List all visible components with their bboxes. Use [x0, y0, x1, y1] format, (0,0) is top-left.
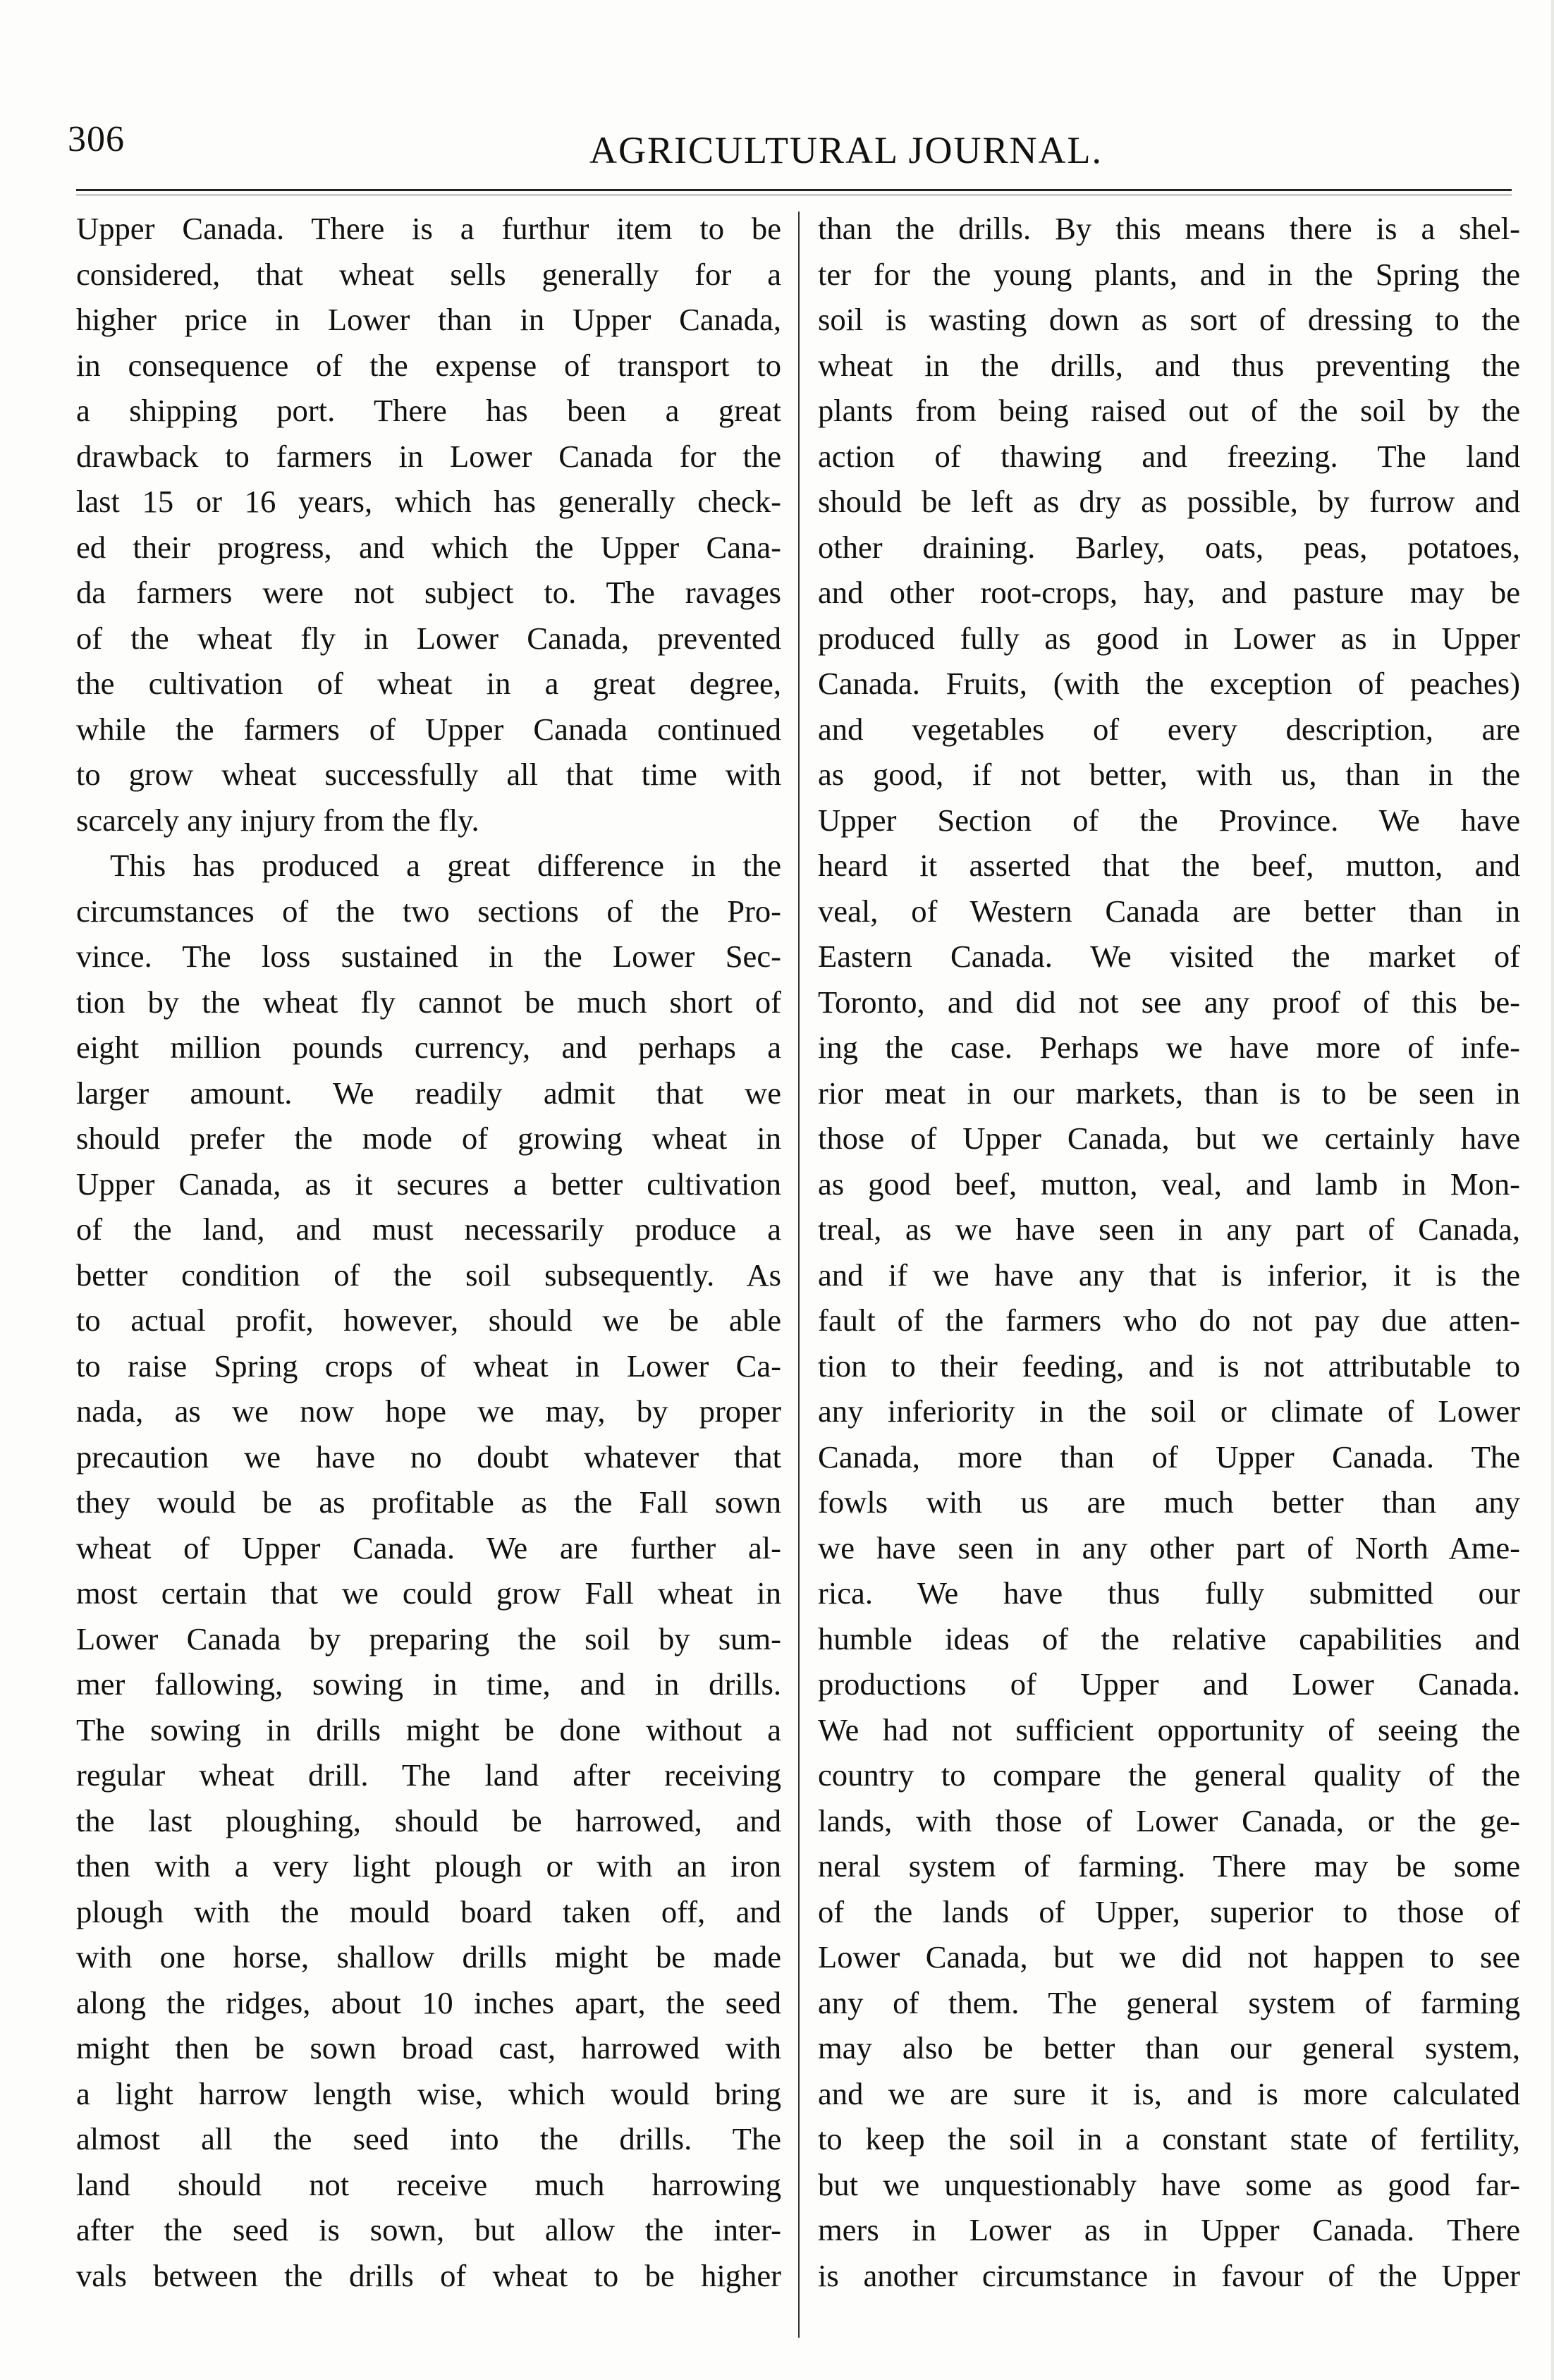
text-line: Lower Canada by preparing the soil by sum-	[76, 1621, 781, 1656]
text-line: than the drills. By this means there is a shel-	[818, 211, 1520, 246]
text-line: ing the case. Perhaps we have more of infe-	[818, 1030, 1520, 1065]
text-line: a shipping port. There has been a great	[76, 393, 781, 428]
text-line: larger amount. We readily admit that we	[76, 1075, 781, 1111]
text-line: but we unquestionably have some as good far-	[818, 2166, 1520, 2202]
running-head-title: AGRICULTURAL JOURNAL.	[589, 129, 1103, 171]
text-line: the last ploughing, should be harrowed, and	[76, 1802, 781, 1838]
text-line: rior meat in our markets, than is to be seen in	[818, 1075, 1520, 1111]
text-line: may also be better than our general system,	[818, 2030, 1520, 2065]
text-line: land should not receive much harrowing	[76, 2166, 781, 2202]
text-line: Eastern Canada. We visited the market of	[818, 939, 1520, 974]
text-line: wheat of Upper Canada. We are further al-	[76, 1530, 781, 1566]
column-divider	[798, 212, 800, 2338]
text-line: Canada. Fruits, (with the exception of peaches)	[818, 666, 1520, 701]
text-line: nada, as we now hope we may, by proper	[76, 1393, 781, 1429]
text-line: should prefer the mode of growing wheat in	[76, 1121, 781, 1156]
text-line: da farmers were not subject to. The ravages	[76, 575, 781, 610]
text-line: plants from being raised out of the soil by the	[818, 393, 1520, 428]
text-line: as good beef, mutton, veal, and lamb in Mon-	[818, 1166, 1520, 1202]
text-line: mer fallowing, sowing in time, and in drills.	[76, 1666, 781, 1702]
text-line: scarcely any injury from the fly.	[76, 802, 479, 838]
text-line: to actual profit, however, should we be able	[76, 1302, 781, 1338]
text-line: We had not sufficient opportunity of seeing the	[818, 1711, 1520, 1747]
text-line: other draining. Barley, oats, peas, potatoes,	[818, 529, 1520, 565]
text-line: any of them. The general system of farming	[818, 1984, 1520, 2020]
text-line: after the seed is sown, but allow the inter-	[76, 2212, 781, 2247]
text-line: of the lands of Upper, superior to those of	[818, 1893, 1520, 1929]
text-line: to keep the soil in a constant state of fertility,	[818, 2121, 1520, 2156]
text-line: considered, that wheat sells generally for a	[76, 256, 781, 292]
text-line: fault of the farmers who do not pay due atten-	[818, 1302, 1520, 1338]
text-line: mers in Lower as in Upper Canada. There	[818, 2212, 1520, 2247]
text-line: regular wheat drill. The land after receiving	[76, 1757, 781, 1793]
text-line: precaution we have no doubt whatever that	[76, 1439, 781, 1475]
header-rule	[76, 189, 1512, 191]
text-line: a light harrow length wise, which would bring	[76, 2075, 781, 2111]
text-line: fowls with us are much better than any	[818, 1484, 1520, 1520]
page-header	[68, 106, 1512, 176]
text-line: Canada, more than of Upper Canada. The	[818, 1439, 1520, 1475]
text-line: higher price in Lower than in Upper Canada,	[76, 302, 781, 337]
text-line: tion to their feeding, and is not attributable to	[818, 1348, 1520, 1384]
text-line: they would be as profitable as the Fall sown	[76, 1484, 781, 1520]
text-line: and we are sure it is, and is more calculated	[818, 2075, 1520, 2111]
right-text-column	[818, 206, 1520, 2298]
text-line: almost all the seed into the drills. The	[76, 2121, 781, 2156]
text-line: to raise Spring crops of wheat in Lower Ca-	[76, 1348, 781, 1384]
text-line: of the wheat fly in Lower Canada, prevented	[76, 620, 781, 656]
text-line: and other root-crops, hay, and pasture may be	[818, 575, 1520, 610]
text-line: Upper Section of the Province. We have	[818, 802, 1520, 838]
text-line: heard it asserted that the beef, mutton, and	[818, 848, 1520, 883]
text-line: ter for the young plants, and in the Spring the	[818, 256, 1520, 292]
text-line: Upper Canada. There is a furthur item to be	[76, 211, 781, 246]
text-line: of the land, and must necessarily produce a	[76, 1212, 781, 1247]
text-line: tion by the wheat fly cannot be much short of	[76, 984, 781, 1020]
text-line: This has produced a great difference in the	[110, 848, 781, 883]
text-line: drawback to farmers in Lower Canada for the	[76, 438, 781, 474]
left-text-column	[76, 206, 781, 2298]
text-line: to grow wheat successfully all that time with	[76, 757, 781, 792]
text-line: country to compare the general quality of the	[818, 1757, 1520, 1793]
page-number: 306	[68, 119, 125, 159]
text-line: might then be sown broad cast, harrowed with	[76, 2030, 781, 2065]
text-line: those of Upper Canada, but we certainly have	[818, 1121, 1520, 1156]
text-line: rica. We have thus fully submitted our	[818, 1575, 1520, 1611]
text-line: plough with the mould board taken off, and	[76, 1893, 781, 1929]
text-line: while the farmers of Upper Canada continued	[76, 711, 781, 747]
text-line: lands, with those of Lower Canada, or the ge-	[818, 1802, 1520, 1838]
text-line: Toronto, and did not see any proof of this be-	[818, 984, 1520, 1020]
text-line: veal, of Western Canada are better than in	[818, 893, 1520, 929]
text-line: vince. The loss sustained in the Lower Sec-	[76, 939, 781, 974]
text-line: and vegetables of every description, are	[818, 711, 1520, 747]
text-line: then with a very light plough or with an iron	[76, 1848, 781, 1884]
text-line: circumstances of the two sections of the Pro-	[76, 893, 781, 929]
text-line: eight million pounds currency, and perhaps a	[76, 1030, 781, 1065]
text-line: wheat in the drills, and thus preventing the	[818, 347, 1520, 383]
text-line: along the ridges, about 10 inches apart, the seed	[76, 1984, 781, 2020]
text-line: in consequence of the expense of transport to	[76, 347, 781, 383]
text-line: the cultivation of wheat in a great degree,	[76, 666, 781, 701]
text-line: action of thawing and freezing. The land	[818, 438, 1520, 474]
text-line: better condition of the soil subsequently. As	[76, 1257, 781, 1293]
text-line: Lower Canada, but we did not happen to see	[818, 1939, 1520, 1975]
text-line: Upper Canada, as it secures a better cultivation	[76, 1166, 781, 1202]
text-line: we have seen in any other part of North Ame-	[818, 1530, 1520, 1566]
text-line: is another circumstance in favour of the Upper	[818, 2257, 1520, 2293]
scan-edge	[1551, 0, 1554, 2380]
text-line: last 15 or 16 years, which has generally check-	[76, 484, 781, 519]
text-line: The sowing in drills might be done without a	[76, 1711, 781, 1747]
text-line: with one horse, shallow drills might be made	[76, 1939, 781, 1975]
text-line: ed their progress, and which the Upper Cana-	[76, 529, 781, 565]
text-line: humble ideas of the relative capabilities and	[818, 1621, 1520, 1656]
text-line: as good, if not better, with us, than in the	[818, 757, 1520, 792]
text-line: produced fully as good in Lower as in Upper	[818, 620, 1520, 656]
text-line: any inferiority in the soil or climate of Lower	[818, 1393, 1520, 1429]
text-line: soil is wasting down as sort of dressing to the	[818, 302, 1520, 337]
text-line: treal, as we have seen in any part of Canada,	[818, 1212, 1520, 1247]
text-line: vals between the drills of wheat to be higher	[76, 2257, 781, 2293]
text-line: productions of Upper and Lower Canada.	[818, 1666, 1520, 1702]
text-line: should be left as dry as possible, by furrow and	[818, 484, 1520, 519]
text-line: neral system of farming. There may be some	[818, 1848, 1520, 1884]
text-line: and if we have any that is inferior, it is the	[818, 1257, 1520, 1293]
text-line: most certain that we could grow Fall wheat in	[76, 1575, 781, 1611]
